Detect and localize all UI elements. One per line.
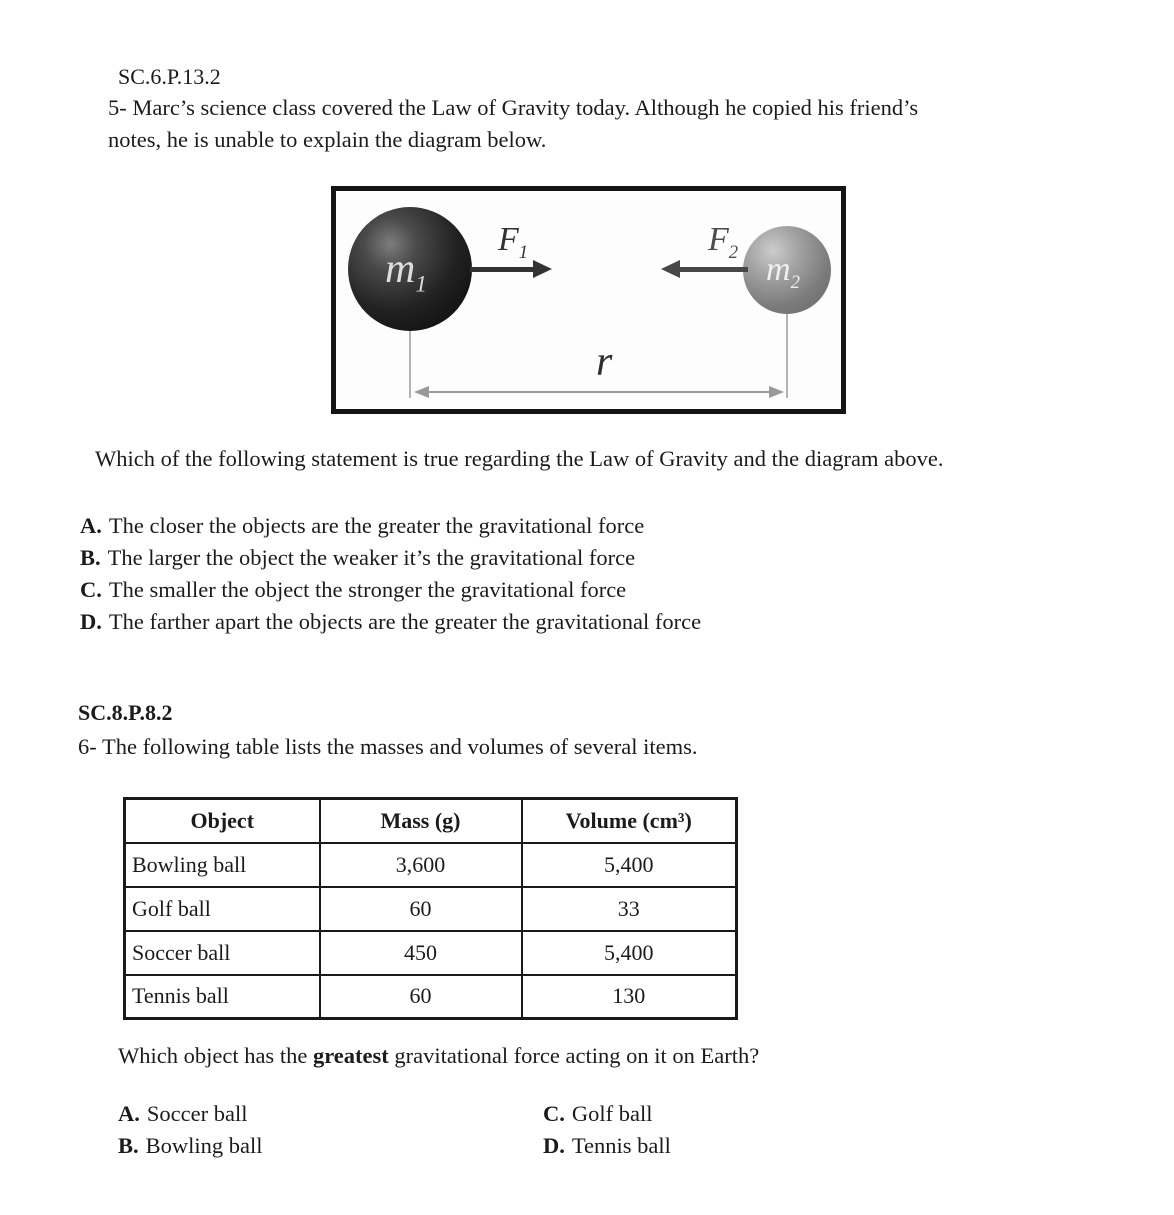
mass1-label — [385, 245, 427, 297]
table-row — [125, 975, 737, 1019]
option-a-text: The closer the objects are the greater the gravitational force — [108, 513, 645, 538]
question5-stem — [108, 92, 1088, 156]
question5-stem-line2: notes, he is unable to explain the diagram below. — [108, 127, 547, 152]
option-d — [80, 606, 701, 638]
distance-arrowhead-right-icon — [769, 386, 784, 398]
cell-volume: 5,400 — [522, 843, 737, 887]
cell-object: Tennis ball — [125, 975, 320, 1019]
cell-volume: 5,400 — [522, 931, 737, 975]
distance-label: r — [596, 339, 613, 385]
cell-object: Bowling ball — [125, 843, 320, 887]
mass2-subscript: 2 — [790, 271, 800, 293]
force1-arrow-line — [470, 267, 534, 272]
mass1-sphere — [348, 207, 472, 331]
standard-code-q5: SC.6.P.13.2 — [118, 64, 221, 89]
option-c-letter: C. — [543, 1101, 565, 1126]
table-row — [125, 931, 737, 975]
standard-code-q6: SC.8.P.8.2 — [78, 700, 173, 725]
question6-prompt-post: gravitational force acting on it on Earth? — [388, 1043, 760, 1068]
table-row — [125, 843, 737, 887]
option-b-letter: B. — [80, 545, 101, 570]
cell-object: Soccer ball — [125, 931, 320, 975]
option-c-letter: C. — [80, 577, 102, 602]
option-a — [80, 510, 701, 542]
mass1-symbol: m — [385, 245, 416, 292]
option-c — [543, 1098, 671, 1130]
cell-mass: 60 — [320, 975, 522, 1019]
force2-label — [708, 223, 738, 263]
table-header-row — [125, 799, 737, 843]
cell-mass: 450 — [320, 931, 522, 975]
mass1-subscript: 1 — [415, 270, 427, 297]
question6-prompt-bold: greatest — [312, 1043, 389, 1068]
question5-options — [80, 510, 701, 638]
cell-volume: 33 — [522, 887, 737, 931]
option-b-text: The larger the object the weaker it’s the gravitational force — [107, 545, 636, 570]
force1-arrowhead-icon — [533, 260, 552, 278]
question6-prompt — [118, 1040, 759, 1072]
option-a-letter: A. — [80, 513, 102, 538]
cell-mass: 60 — [320, 887, 522, 931]
force2-arrow-line — [680, 267, 748, 272]
force2-subscript: 2 — [728, 241, 739, 263]
distance-arrowhead-left-icon — [414, 386, 429, 398]
option-d — [543, 1130, 671, 1162]
distance-dimension-line — [428, 391, 770, 393]
header-mass: Mass (g) — [320, 799, 522, 843]
option-b-letter: B. — [118, 1133, 139, 1158]
option-d-letter: D. — [80, 609, 102, 634]
question6-options — [118, 1098, 671, 1162]
cell-volume: 130 — [522, 975, 737, 1019]
cell-mass: 3,600 — [320, 843, 522, 887]
header-volume: Volume (cm³) — [522, 799, 737, 843]
mass1-extension-line — [409, 331, 411, 398]
mass2-label — [766, 251, 800, 294]
option-d-text: Tennis ball — [571, 1133, 671, 1158]
option-b — [80, 542, 701, 574]
question5-prompt: Which of the following statement is true regarding the Law of Gravity and the diagram above. — [95, 446, 944, 471]
cell-object: Golf ball — [125, 887, 320, 931]
mass2-sphere — [743, 226, 831, 314]
gravity-diagram — [331, 186, 846, 414]
option-b — [118, 1130, 543, 1162]
mass-volume-table — [123, 797, 738, 1020]
force1-symbol: F — [498, 221, 519, 258]
force1-subscript: 1 — [518, 241, 529, 263]
option-b-text: Bowling ball — [145, 1133, 263, 1158]
force1-label — [498, 223, 528, 263]
option-a-text: Soccer ball — [146, 1101, 248, 1126]
option-c — [80, 574, 701, 606]
option-a-letter: A. — [118, 1101, 140, 1126]
force2-symbol: F — [708, 221, 729, 258]
option-d-letter: D. — [543, 1133, 565, 1158]
table-row — [125, 887, 737, 931]
header-object: Object — [125, 799, 320, 843]
mass2-symbol: m — [766, 250, 791, 288]
force2-arrowhead-icon — [661, 260, 680, 278]
mass2-extension-line — [786, 314, 788, 398]
option-d-text: The farther apart the objects are the greater the gravitational force — [108, 609, 702, 634]
option-c-text: The smaller the object the stronger the gravitational force — [108, 577, 627, 602]
question5-stem-line1: 5- Marc’s science class covered the Law of Gravity today. Although he copied his friend’s — [108, 95, 919, 120]
question6-prompt-pre: Which object has the — [118, 1043, 313, 1068]
option-a — [118, 1098, 543, 1130]
question6-stem: 6- The following table lists the masses and volumes of several items. — [78, 734, 698, 759]
option-c-text: Golf ball — [571, 1101, 653, 1126]
